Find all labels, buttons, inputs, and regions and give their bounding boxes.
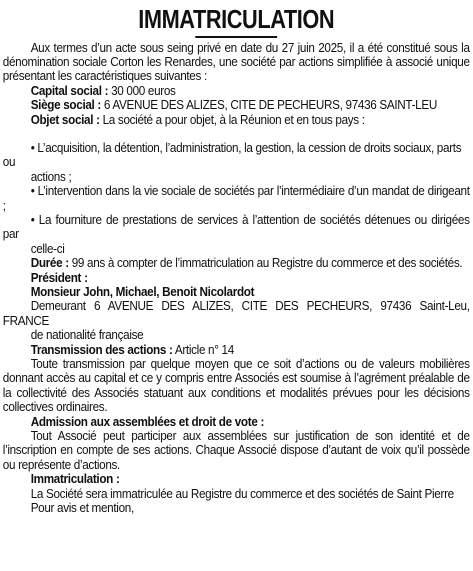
transmission-text: Toute transmission par quelque moyen que ce soit d’actions ou de valeurs mobilières donnant accès au capital et ce y compris entre Associés est soumise à l’agrément préalable de la collectivité des Associés statuant aux conditions et modalités prévues pour les décisions collectives ordinaires. [2,357,470,415]
siege-line [3,98,470,112]
title-underline [195,36,277,38]
capital-value: 30 000 euros [108,83,176,98]
president-name: Monsieur John, Michael, Benoit Nicolardot [30,285,255,299]
intro-paragraph: Aux termes d’un acte sous seing privé en date du 27 juin 2025, il a été constitué sous la dénomination sociale Corton les Renardes, une société par actions simplifiée à associé unique présentant les caractéristiques suivantes : [2,40,470,84]
objet-value: La société a pour objet, à la Réunion et en tous pays : [99,112,365,127]
immatriculation-label: Immatriculation : [30,472,120,487]
admission-label: Admission aux assemblées et droit de vote : [30,414,265,429]
transmission-value: Article n° 14 [172,342,234,357]
bullet-3-line-2: celle-ci [30,241,65,256]
siege-label: Siège social : [30,98,102,113]
objet-line [3,113,470,127]
bullet-3-line-1: • La fourniture de prestations de services à l’attention de sociétés détenues ou dirigées par [2,212,470,242]
bullet-1-line-1: • L’acquisition, la détention, l’administration, la gestion, la cession de droits sociaux, parts ou [2,140,462,170]
capital-label: Capital social : [30,83,109,98]
duree-label: Durée : [30,256,69,271]
duree-paragraph [3,256,470,270]
immatriculation-text: La Société sera immatriculée au Registre du commerce et des sociétés de Saint Pierre [30,486,454,501]
blank-line [3,127,470,141]
president-label: Président : [30,270,88,285]
closing-line: Pour avis et mention, [30,501,134,516]
objet-label: Objet social : [30,112,100,127]
bullet-1-line-2: actions ; [30,169,72,184]
president-nationality: de nationalité française [30,328,144,343]
admission-text: Tout Associé peut participer aux assemblées sur justification de son identité et de l’inscription en compte de ses actions. Chaque Associé dispose d’autant de voix qu’il possède ou représente d’actions. [2,429,470,472]
capital-line [3,84,470,98]
transmission-label: Transmission des actions : [30,342,173,357]
duree-value: 99 ans à compter de l’immatriculation au Registre du commerce et des sociétés. [68,256,463,271]
bullet-2: • L’intervention dans la vie sociale de sociétés par l’intermédiaire d’un mandat de dirigeant ; [2,184,470,213]
siege-value: 6 AVENUE DES ALIZES, CITE DE PECHEURS, 97436 SAINT-LEU [101,98,437,113]
president-address: Demeurant 6 AVENUE DES ALIZES, CITE DES PECHEURS, 97436 Saint-Leu, FRANCE [2,299,470,328]
notice-title: IMMATRICULATION [138,4,335,34]
transmission-line [3,343,470,357]
